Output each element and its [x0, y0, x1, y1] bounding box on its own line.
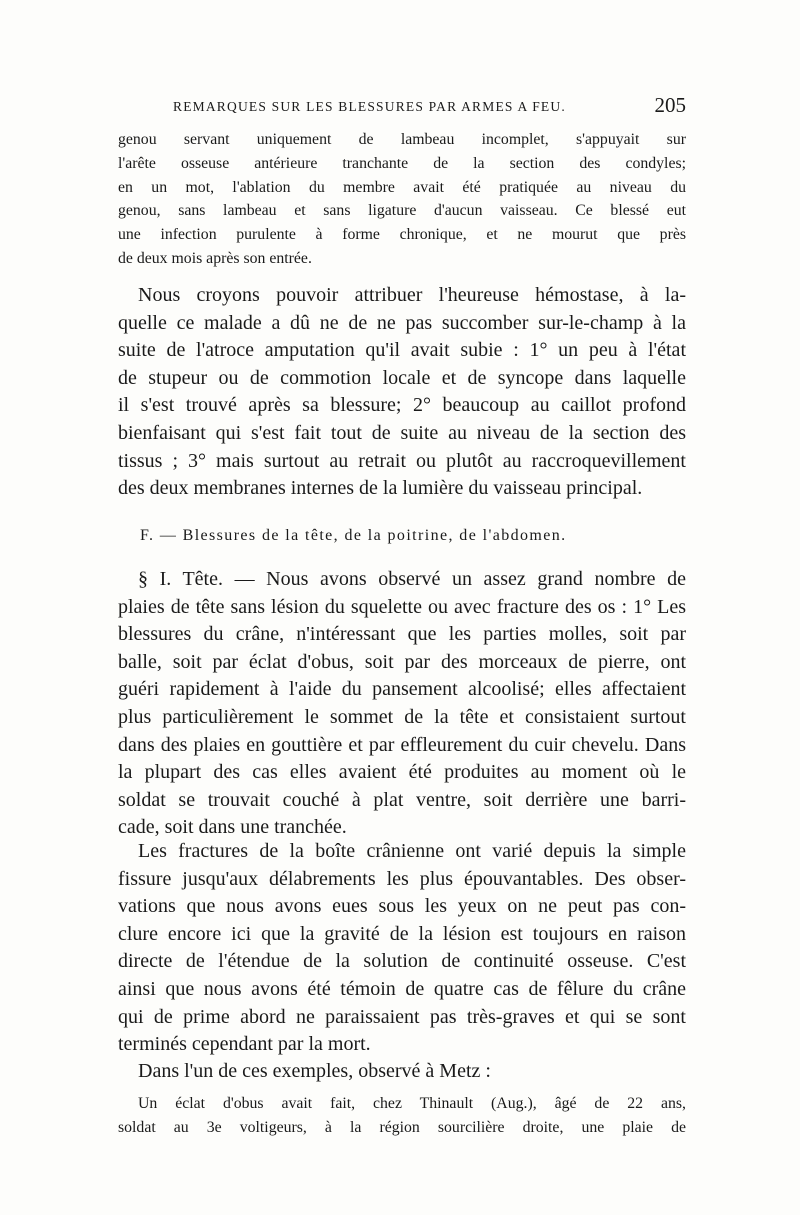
text-line: clure encore ici que la gravité de la lésion est toujours en raison — [118, 922, 686, 945]
text-line: § I. Tête. — Nous avons observé un assez grand nombre de — [138, 568, 686, 590]
text-line: de deux mois après son entrée. — [118, 249, 312, 267]
section-heading-f: F. — Blessures de la tête, de la poitrine, de l'abdomen. — [140, 527, 567, 544]
text-line: balle, soit par éclat d'obus, soit par des morceaux de pierre, ont — [118, 650, 686, 673]
text-line: directe de l'étendue de la solution de continuité osseuse. C'est — [118, 950, 686, 973]
paragraph-thinault-case — [118, 1092, 686, 1140]
text-line: il s'est trouvé après sa blessure; 2° beaucoup au caillot profond — [118, 394, 686, 417]
text-line: des deux membranes internes de la lumière du vaisseau principal. — [118, 477, 643, 500]
text-line: la plupart des cas elles avaient été produites au moment où le — [118, 761, 686, 784]
text-line: de stupeur ou de commotion locale et de syncope dans laquelle — [118, 366, 686, 389]
text-line: cade, soit dans une tranchée. — [118, 816, 347, 839]
running-title: REMARQUES SUR LES BLESSURES PAR ARMES A FEU. — [173, 99, 566, 114]
text-line: vations que nous avons eues sous les yeux on ne peut pas con- — [118, 895, 686, 918]
text-line: Nous croyons pouvoir attribuer l'heureuse hémostase, à la- — [138, 284, 686, 306]
text-line: plaies de tête sans lésion du squelette ou avec fracture des os : 1° Les — [118, 595, 686, 618]
text-line: soldat se trouvait couché à plat ventre, soit derrière une barri- — [118, 788, 686, 811]
text-line: quelle ce malade a dû ne de ne pas succomber sur-le-champ à la — [118, 311, 686, 334]
text-line: blessures du crâne, n'intéressant que les parties molles, soit par — [118, 623, 686, 646]
text-line: dans des plaies en gouttière et par effleurement du cuir chevelu. Dans — [118, 733, 686, 756]
paragraph-metz-example — [118, 1058, 686, 1086]
text-line: genou servant uniquement de lambeau incomplet, s'appuyait sur — [118, 131, 686, 148]
text-line: tissus ; 3° mais surtout au retrait ou plutôt au raccroquevillement — [118, 449, 686, 472]
text-line: Les fractures de la boîte crânienne ont varié depuis la simple — [138, 840, 686, 862]
text-line: guéri rapidement à l'aide du pansement alcoolisé; elles affectaient — [118, 678, 686, 701]
text-line: terminés cependant par la mort. — [118, 1033, 371, 1056]
paragraph-skull-fractures — [118, 838, 686, 1059]
text-line: Dans l'un de ces exemples, observé à Metz : — [138, 1060, 491, 1082]
text-line: en un mot, l'ablation du membre avait été pratiquée au niveau du — [118, 178, 686, 196]
page-header — [118, 93, 686, 123]
text-line: genou, sans lambeau et sans ligature d'aucun vaisseau. Ce blessé eut — [118, 202, 686, 220]
paragraph-head-wounds — [118, 566, 686, 842]
text-line: bienfaisant qui s'est fait tout de suite au niveau de la section des — [118, 421, 686, 444]
text-line: plus particulièrement le sommet de la tête et consistaient surtout — [118, 705, 686, 728]
text-line: une infection purulente à forme chronique, et ne mourut que près — [118, 226, 686, 244]
text-line: Un éclat d'obus avait fait, chez Thinault (Aug.), âgé de 22 ans, — [138, 1095, 686, 1112]
text-line: suite de l'atroce amputation qu'il avait subie : 1° un peu à l'état — [118, 339, 686, 362]
paragraph-knee-amputation-case — [118, 128, 686, 271]
text-line: fissure jusqu'aux délabrements les plus épouvantables. Des obser- — [118, 867, 686, 890]
text-line: ainsi que nous avons été témoin de quatre cas de fêlure du crâne — [118, 977, 686, 1000]
text-line: l'arête osseuse antérieure tranchante de la section des condyles; — [118, 154, 686, 172]
text-line: qui de prime abord ne paraissaient pas très-graves et qui se sont — [118, 1005, 686, 1028]
paragraph-hemostasis — [118, 282, 686, 503]
text-line: soldat au 3e voltigeurs, à la région sourcilière droite, une plaie de — [118, 1118, 686, 1136]
page-number: 205 — [654, 93, 686, 117]
